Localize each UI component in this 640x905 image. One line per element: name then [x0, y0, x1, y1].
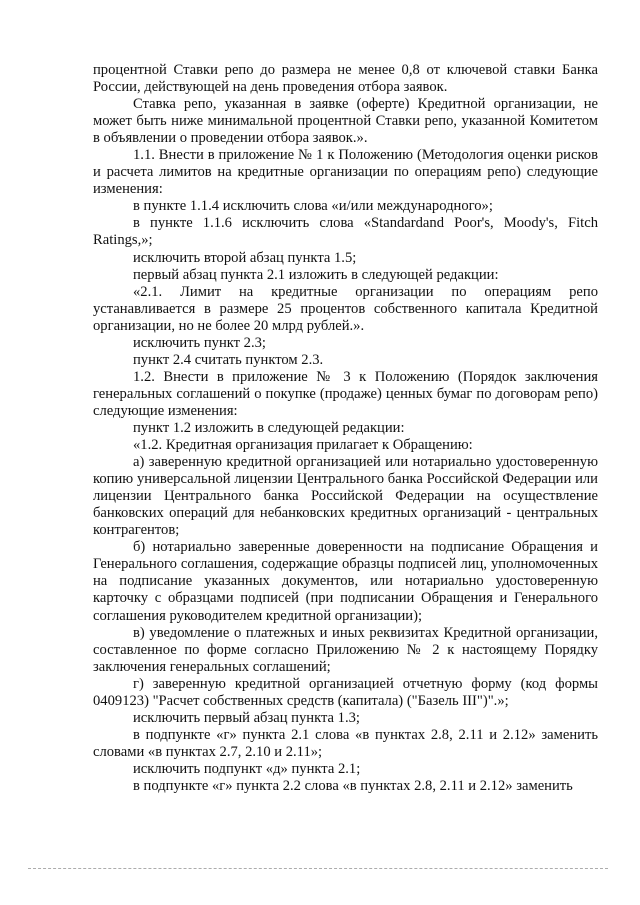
paragraph-repo-rate-minimum: Ставка репо, указанная в заявке (оферте) Кредитной организации, не может быть ниже минимальной процентной Ставки репо, указанной Комитетом в объявлении о проведении отбора заявок.».: [93, 96, 598, 147]
paragraph-1-2-intro: пункт 1.2 изложить в следующей редакции:: [133, 419, 405, 436]
paragraph-exclude-2-1-d: исключить подпункт «д» пункта 2.1;: [133, 760, 361, 777]
paragraph-subitem-g: г) заверенную кредитной организацией отчетную форму (код формы 0409123) "Расчет собственных средств (капитала) ("Базель III")".»;: [93, 675, 598, 709]
paragraph-2-4-renumber: пункт 2.4 считать пунктом 2.3.: [133, 351, 324, 368]
paragraph-item-1-1-6: в пункте 1.1.6 исключить слова «Standardand Poor's, Moody's, Fitch Ratings,»;: [93, 215, 598, 249]
paragraph-item-1-2: 1.2. Внести в приложение № 3 к Положению (Порядок заключения генеральных соглашений о покупке (продаже) ценных бумаг по договорам репо) следующие изменения:: [93, 368, 598, 419]
paragraph-item-1-1-4: в пункте 1.1.4 исключить слова «и/или международного»;: [133, 198, 493, 215]
paragraph-item-2-1-intro: первый абзац пункта 2.1 изложить в следующей редакции:: [133, 266, 499, 283]
paragraph-exclude-1-3: исключить первый абзац пункта 1.3;: [133, 709, 360, 726]
paragraph-item-1-1: 1.1. Внести в приложение № 1 к Положению (Методология оценки рисков и расчета лимитов на кредитные организации по операциям репо) следующие изменения:: [93, 147, 598, 198]
paragraph-item-2-1-new: «2.1. Лимит на кредитные организации по операциям репо устанавливается в размере 25 процентов собственного капитала Кредитной организации, но не более 20 млрд рублей.».: [93, 283, 598, 334]
paragraph-2-2-g-replace: в подпункте «г» пункта 2.2 слова «в пунктах 2.8, 2.11 и 2.12» заменить: [133, 777, 573, 794]
paragraph-exclude-2-3: исключить пункт 2.3;: [133, 334, 266, 351]
paragraph-2-1-g-replace: в подпункте «г» пункта 2.1 слова «в пунктах 2.8, 2.11 и 2.12» заменить словами «в пунктах 2.7, 2.10 и 2.11»;: [93, 726, 598, 760]
paragraph-subitem-a: а) заверенную кредитной организацией или нотариально удостоверенную копию универсальной лицензии Центрального банка Российской Федерации или лицензии Центрального банка Российской Федерации на осуществление банковских операций для небанковских кредитных организаций - центральных контрагентов;: [93, 454, 598, 539]
document-body: [93, 62, 598, 795]
paragraph-subitem-v: в) уведомление о платежных и иных реквизитах Кредитной организации, составленное по форме согласно Приложению № 2 к настоящему Порядку заключения генеральных соглашений;: [93, 624, 598, 675]
paragraph-percent-rate-continuation: процентной Ставки репо до размера не менее 0,8 от ключевой ставки Банка России, действующей на день проведения отбора заявок.: [93, 62, 598, 96]
paragraph-1-2-new: «1.2. Кредитная организация прилагает к Обращению:: [133, 437, 473, 454]
paragraph-exclude-1-5: исключить второй абзац пункта 1.5;: [133, 249, 357, 266]
scan-artifact-line: [28, 868, 608, 869]
paragraph-subitem-b: б) нотариально заверенные доверенности на подписание Обращения и Генерального соглашения, содержащие образцы подписей лиц, уполномоченных на подписание указанных документов, или нотариально удостоверенную карточку с образцами подписей (при подписании Обращения и Генерального соглашения руководителем кредитной организации);: [93, 539, 598, 624]
